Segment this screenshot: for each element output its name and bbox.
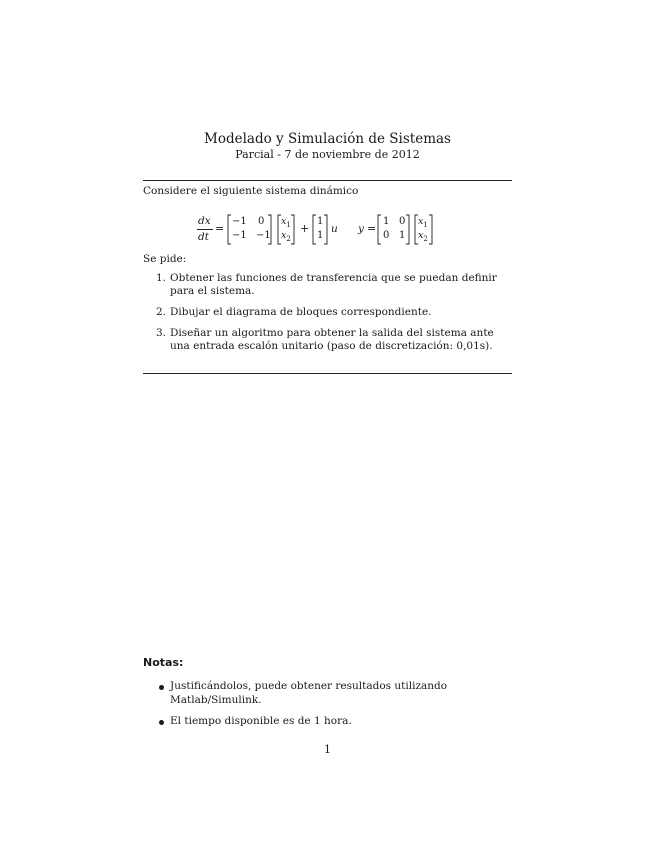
matrix-c-21: 0 (383, 230, 390, 241)
task-text: Diseñar un algoritmo para obtener la salida del sistema ante una entrada escalón unitario (paso de discretización: 0,01s). (170, 327, 494, 352)
notes-list (143, 679, 523, 735)
matrix-c-12: 0 (399, 216, 406, 227)
task-number: 1. (156, 272, 167, 284)
equals-sign: = (215, 222, 225, 235)
output-y: y (358, 223, 364, 235)
bullet-icon (159, 685, 164, 690)
matrix-b-2: 1 (317, 230, 324, 241)
output-state-x1: $x_1$ (418, 216, 428, 229)
input-u: u (331, 223, 338, 235)
task-list (143, 272, 513, 361)
top-rule (143, 180, 512, 181)
task-item (143, 306, 513, 319)
task-number: 2. (156, 306, 167, 318)
matrix-b-1: 1 (317, 216, 324, 227)
note-item (143, 679, 523, 707)
note-item (143, 714, 523, 728)
matrix-c-22: 1 (399, 230, 406, 241)
plus-sign: + (300, 222, 310, 235)
bullet-icon (159, 720, 164, 725)
task-item (143, 327, 513, 353)
state-space-equation (0, 210, 655, 248)
output-state-x2: $x_2$ (418, 230, 428, 243)
matrix-a-12: 0 (258, 216, 265, 227)
derivative-numerator: dx (198, 215, 211, 227)
task-item (143, 272, 513, 298)
task-text: Dibujar el diagrama de bloques correspondiente. (170, 306, 432, 318)
state-x1: $x_1$ (281, 216, 291, 229)
document-title: Modelado y Simulación de Sistemas (204, 131, 451, 147)
page-number: 1 (324, 743, 331, 756)
notes-heading: Notas: (143, 656, 184, 669)
derivative-denominator: dt (198, 231, 209, 243)
bottom-rule (143, 373, 512, 374)
matrix-brackets (0, 210, 655, 248)
matrix-a-22: −1 (256, 230, 271, 241)
note-text: Justificándolos, puede obtener resultados utilizando Matlab/Simulink. (170, 680, 448, 706)
task-text: Obtener las funciones de transferencia que se puedan definir para el sistema. (170, 272, 497, 297)
state-x2: $x_2$ (281, 230, 291, 243)
matrix-c-11: 1 (383, 216, 390, 227)
task-number: 3. (156, 327, 167, 339)
document-subtitle: Parcial - 7 de noviembre de 2012 (235, 148, 420, 161)
problem-intro: Considere el siguiente sistema dinámico (143, 185, 359, 197)
note-text: El tiempo disponible es de 1 hora. (170, 715, 352, 727)
tasks-intro: Se pide: (143, 253, 187, 265)
matrix-a-21: −1 (232, 230, 247, 241)
matrix-a-11: −1 (232, 216, 247, 227)
output-equals-sign: = (367, 222, 377, 235)
